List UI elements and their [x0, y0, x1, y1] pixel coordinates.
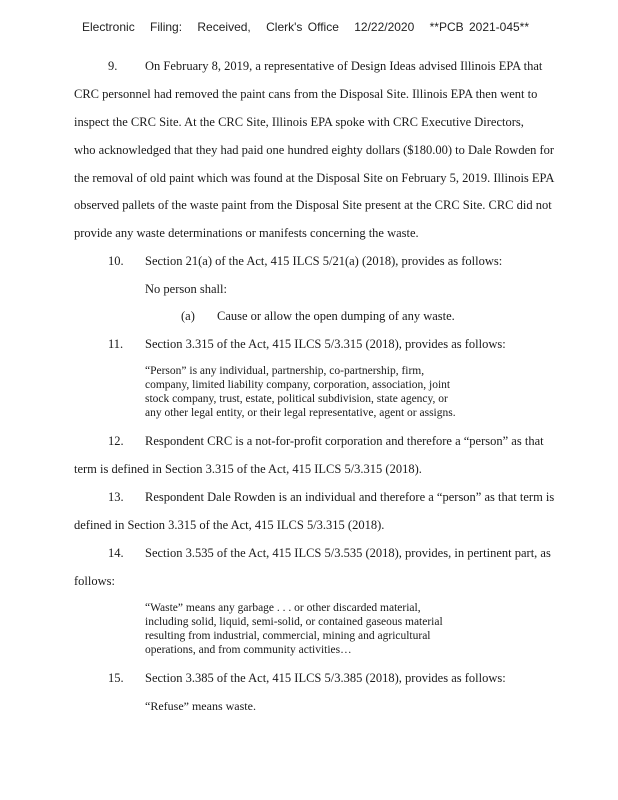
paragraph-11-number: 11. [108, 337, 124, 351]
filing-header [82, 20, 539, 34]
paragraph-9-line: On February 8, 2019, a representative of Design Ideas advised Illinois EPA that [145, 59, 543, 73]
paragraph-14-quote-line: resulting from industrial, commercial, mining and agricultural [145, 630, 431, 642]
paragraph-9-line: CRC personnel had removed the paint cans from the Disposal Site. Illinois EPA then went to [74, 87, 538, 101]
paragraph-14-quote-line: “Waste” means any garbage . . . or other discarded material, [145, 602, 421, 614]
paragraph-13-line: Respondent Dale Rowden is an individual and therefore a “person” as that term is [145, 490, 555, 504]
header-case-number: **PCB 2021-045** [429, 20, 530, 34]
paragraph-10-number: 10. [108, 254, 124, 268]
paragraph-9-line: inspect the CRC Site. At the CRC Site, Illinois EPA spoke with CRC Executive Directors, [74, 115, 524, 129]
paragraph-11-quote-line: “Person” is any individual, partnership, co-partnership, firm, [145, 365, 425, 377]
header-clerks-office: Clerk's Office [266, 20, 339, 34]
paragraph-11-quote-line: company, limited liability company, corporation, association, joint [145, 379, 451, 391]
paragraph-14-line: Section 3.535 of the Act, 415 ILCS 5/3.535 (2018), provides, in pertinent part, as [145, 546, 551, 560]
paragraph-9-line: provide any waste determinations or manifests concerning the waste. [74, 226, 419, 240]
paragraph-12-number: 12. [108, 434, 124, 448]
paragraph-11-text: Section 3.315 of the Act, 415 ILCS 5/3.315 (2018), provides as follows: [145, 337, 506, 351]
paragraph-14-quote-line: operations, and from community activities… [145, 644, 352, 656]
paragraph-10-item-text: Cause or allow the open dumping of any waste. [217, 309, 455, 323]
paragraph-13-number: 13. [108, 490, 124, 504]
header-filing: Filing: [150, 20, 183, 34]
paragraph-11-quote-line: any other legal entity, or their legal representative, agent or assigns. [145, 407, 456, 419]
paragraph-10-item-label: (a) [181, 309, 195, 323]
paragraph-9-line: observed pallets of the waste paint from the Disposal Site present at the CRC Site. CRC did not [74, 198, 552, 212]
paragraph-9-line: who acknowledged that they had paid one hundred eighty dollars ($180.00) to Dale Rowden for [74, 143, 555, 157]
header-received: Received, [197, 20, 251, 34]
paragraph-9-number: 9. [108, 59, 118, 73]
paragraph-10-text: Section 21(a) of the Act, 415 ILCS 5/21(a) (2018), provides as follows: [145, 254, 503, 268]
paragraph-15-number: 15. [108, 671, 124, 685]
paragraph-15-quote: “Refuse” means waste. [145, 699, 256, 713]
paragraph-11-quote-line: stock company, trust, estate, political subdivision, state agency, or [145, 393, 448, 405]
paragraph-14-quote-line: including solid, liquid, semi-solid, or contained gaseous material [145, 616, 443, 628]
paragraph-14-number: 14. [108, 546, 124, 560]
paragraph-14-line: follows: [74, 574, 115, 588]
paragraph-9-line: the removal of old paint which was found at the Disposal Site on February 5, 2019. Illinois EPA [74, 171, 555, 185]
paragraph-15-text: Section 3.385 of the Act, 415 ILCS 5/3.385 (2018), provides as follows: [145, 671, 506, 685]
paragraph-13-line: defined in Section 3.315 of the Act, 415 ILCS 5/3.315 (2018). [74, 518, 385, 532]
paragraph-12-line: term is defined in Section 3.315 of the Act, 415 ILCS 5/3.315 (2018). [74, 462, 422, 476]
paragraph-10-intro: No person shall: [145, 282, 227, 296]
header-date: 12/22/2020 [354, 20, 415, 34]
paragraph-12-line: Respondent CRC is a not-for-profit corporation and therefore a “person” as that [145, 434, 544, 448]
header-electronic: Electronic [82, 20, 135, 34]
